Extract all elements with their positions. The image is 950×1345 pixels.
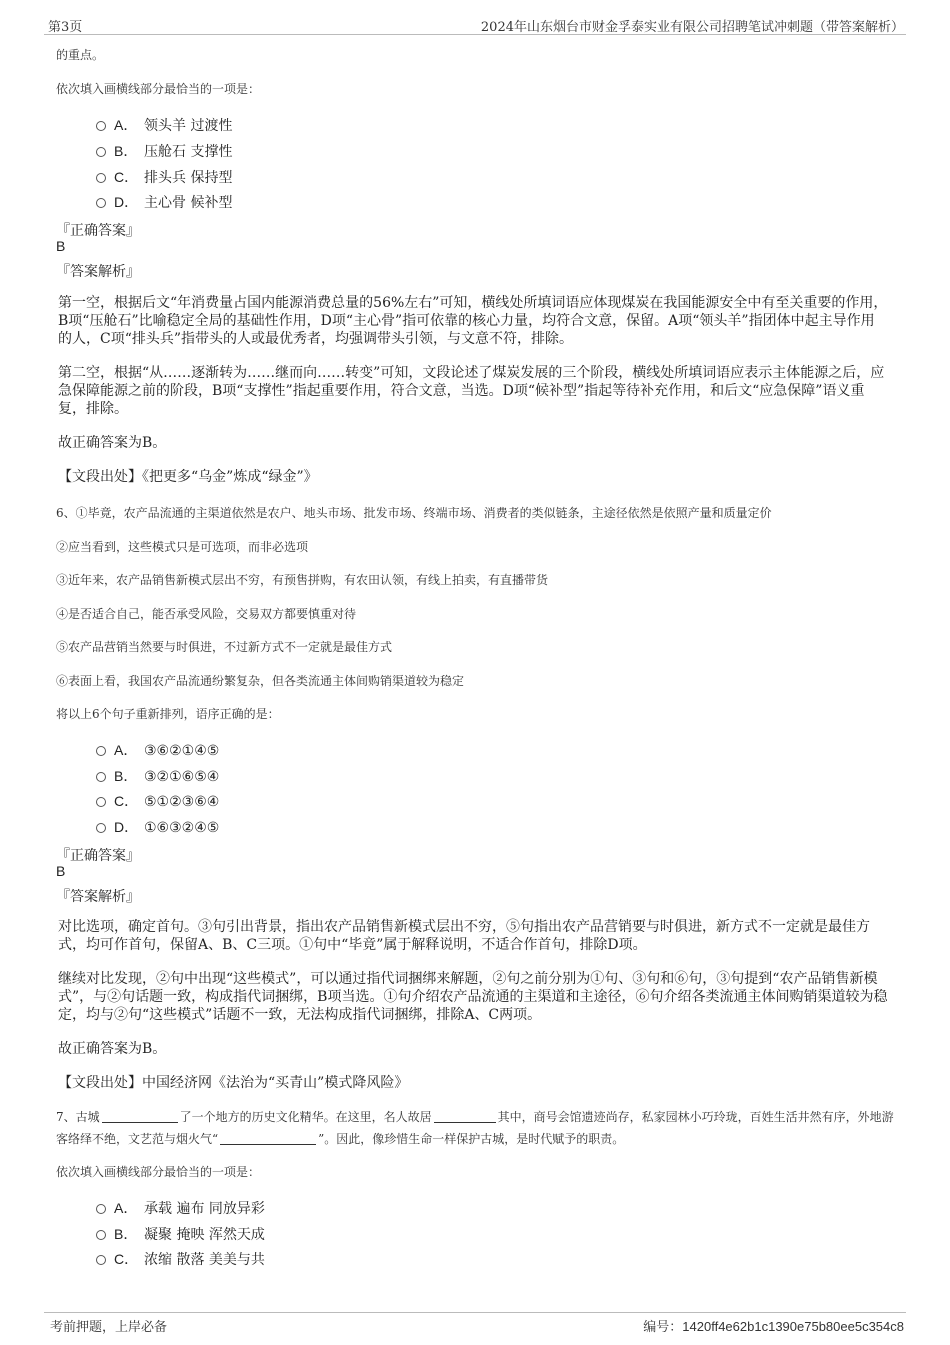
q5-analysis-tag: 『答案解析』 <box>56 264 140 280</box>
page-header <box>44 14 906 35</box>
q5-prompt: 依次填入画横线部分最恰当的一项是： <box>56 82 261 96</box>
q5-option-d[interactable]: D． 主心骨 候补型 <box>96 192 232 212</box>
q6-analysis-tag: 『答案解析』 <box>56 889 140 905</box>
q6-answer: B <box>56 863 66 879</box>
radio-icon[interactable] <box>96 1255 106 1265</box>
q6-sentence-3: ③近年来，农产品销售新模式层出不穷，有预售拼购，有农田认领，有线上拍卖，有直播带货 <box>56 573 549 587</box>
q6-sentence-5: ⑤农产品营销当然要与时俱进，不过新方式不一定就是最佳方式 <box>56 640 393 654</box>
radio-icon[interactable] <box>96 797 106 807</box>
blank-3 <box>220 1132 316 1145</box>
q6-option-b[interactable]: B． ③②①⑥⑤④ <box>96 766 219 786</box>
q5-option-b[interactable]: B． 压舱石 支撑性 <box>96 141 232 161</box>
q6-option-a[interactable]: A． ③⑥②①④⑤ <box>96 740 219 760</box>
q5-answer-tag: 『正确答案』 <box>56 223 140 239</box>
q5-analysis-p1: 第一空，根据后文“年消费量占国内能源消费总量的56%左右”可知，横线处所填词语应体现煤炭在我国能源安全中有至关重要的作用，B项“压舱石”比喻稳定全局的基础性作用，D项“主心骨”指可依靠的核心力量，均符合文意，保留。A项“领头羊”指团体中起主导作用的人，C项“排头兵”指带头的人或最优秀者，均强调带头引领，与文意不符，排除。 <box>58 295 888 347</box>
blank-2 <box>434 1110 496 1123</box>
q6-analysis-p3: 故正确答案为B。 <box>58 1041 167 1057</box>
q6-prompt: 将以上6个句子重新排列，语序正确的是： <box>56 707 280 721</box>
q6-sentence-4: ④是否适合自己，能否承受风险，交易双方都要慎重对待 <box>56 607 357 621</box>
q6-analysis-p2: 继续对比发现，②句中出现“这些模式”，可以通过指代词捆绑来解题，②句之前分别为①句、③句和⑥句，③句提到“农产品销售新模式”，与②句话题一致，构成指代词捆绑，B项当选。①句介绍农产品流通的主渠道和主途径，⑥句介绍各类流通主体间购销渠道较为稳定，均与②句“这些模式”话题不一致，无法构成指代词捆绑，排除A、C两项。 <box>58 971 888 1023</box>
page-footer <box>44 1312 906 1335</box>
q7-option-c[interactable]: C． 浓缩 散落 美美与共 <box>96 1249 265 1269</box>
blank-1 <box>102 1110 178 1123</box>
radio-icon[interactable] <box>96 823 106 833</box>
q7-stem: 7、古城 了一个地方的历史文化精华。在这里，名人故居 其中，商号会馆遗迹尚存，私家园林小巧玲珑，百姓生活井然有序，外地游客络绎不绝，文艺范与烟火气“ ”。因此，像珍惜生命一样保护古城，是时代赋予的职责。 <box>56 1110 894 1146</box>
radio-icon[interactable] <box>96 147 106 157</box>
q7-prompt: 依次填入画横线部分最恰当的一项是： <box>56 1165 261 1179</box>
q5-intro-tail: 的重点。 <box>56 48 105 62</box>
q6-option-d[interactable]: D． ①⑥③②④⑤ <box>96 817 219 837</box>
q6-sentence-6: ⑥表面上看，我国农产品流通纷繁复杂，但各类流通主体间购销渠道较为稳定 <box>56 674 465 688</box>
document-code: 编号：1420ff4e62b1c1390e75b80ee5c354c8 <box>643 1319 904 1334</box>
page-number: 第3页 <box>48 20 83 35</box>
q5-analysis-p2: 第二空，根据“从……逐渐转为……继而向……转变”可知，文段论述了煤炭发展的三个阶段，横线处所填词语应表示主体能源之后，应急保障能源之前的阶段，B项“支撑性”指起重要作用，符合文意，当选。D项“候补型”指起等待补充作用，和后文“应急保障”语义重复，排除。 <box>58 365 885 417</box>
q5-option-c[interactable]: C． 排头兵 保持型 <box>96 167 232 187</box>
radio-icon[interactable] <box>96 1230 106 1240</box>
q5-option-a[interactable]: A． 领头羊 过渡性 <box>96 115 232 135</box>
radio-icon[interactable] <box>96 173 106 183</box>
q6-sentence-1: 6、①毕竟，农产品流通的主渠道依然是农户、地头市场、批发市场、终端市场、消费者的类似链条，主途径依然是依照产量和质量定价 <box>56 506 772 520</box>
radio-icon[interactable] <box>96 198 106 208</box>
q6-option-c[interactable]: C． ⑤①②③⑥④ <box>96 791 219 811</box>
q7-option-b[interactable]: B． 凝聚 掩映 浑然天成 <box>96 1224 265 1244</box>
radio-icon[interactable] <box>96 121 106 131</box>
radio-icon[interactable] <box>96 772 106 782</box>
q5-analysis-p3: 故正确答案为B。 <box>58 435 167 451</box>
q5-source: 【文段出处】《把更多“乌金”炼成“绿金”》 <box>58 469 318 485</box>
radio-icon[interactable] <box>96 1204 106 1214</box>
document-title: 2024年山东烟台市财金孚泰实业有限公司招聘笔试冲刺题（带答案解析） <box>480 20 904 35</box>
q7-option-a[interactable]: A． 承载 遍布 同放异彩 <box>96 1198 265 1218</box>
radio-icon[interactable] <box>96 746 106 756</box>
q6-answer-tag: 『正确答案』 <box>56 848 140 864</box>
q5-answer: B <box>56 238 66 254</box>
q6-sentence-2: ②应当看到，这些模式只是可选项，而非必选项 <box>56 540 309 554</box>
q6-source: 【文段出处】中国经济网《法治为“买青山”模式降风险》 <box>58 1075 409 1091</box>
footer-slogan: 考前押题，上岸必备 <box>50 1320 168 1335</box>
q6-analysis-p1: 对比选项，确定首句。③句引出背景，指出农产品销售新模式层出不穷，⑤句指出农产品营销要与时俱进，新方式不一定就是最佳方式，均可作首句，保留A、B、C三项。①句中“毕竟”属于解释说明，不适合作首句，排除D项。 <box>58 919 870 953</box>
